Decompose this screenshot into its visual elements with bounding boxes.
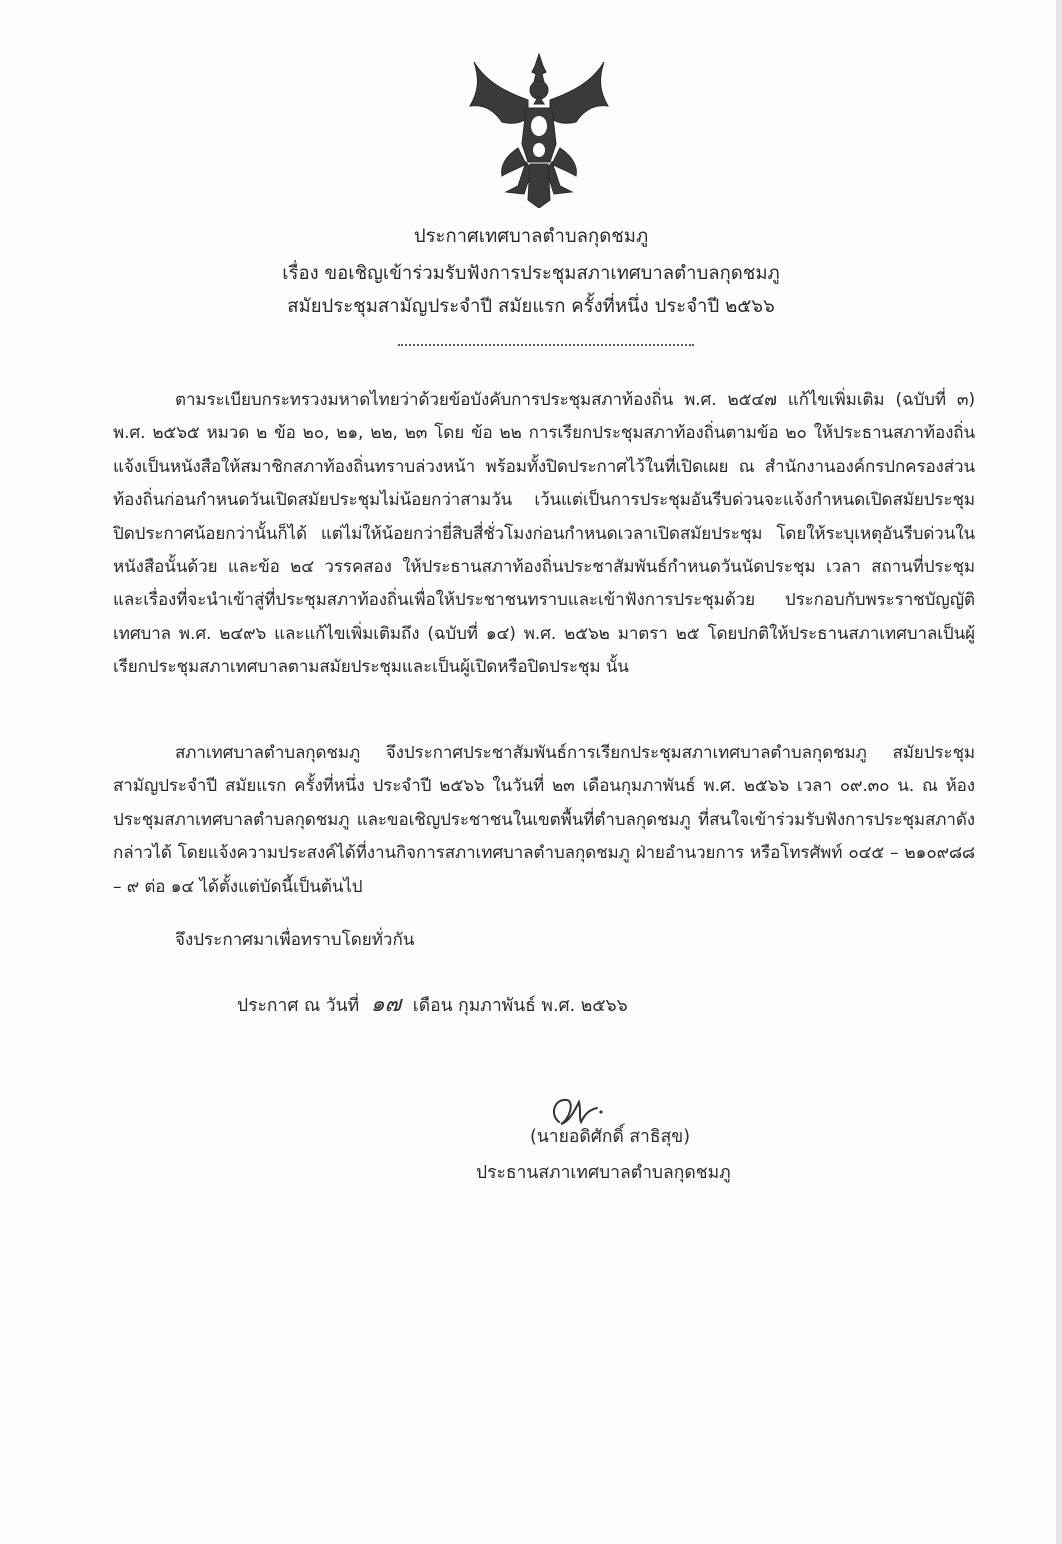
signer-name: (นายอดิศักดิ์ สาธิสุข)	[530, 1127, 691, 1147]
announcement-date	[237, 990, 628, 1021]
date-suffix: เดือน กุมภาพันธ์ พ.ศ. ๒๕๖๖	[412, 996, 628, 1016]
announcement-session: สมัยประชุมสามัญประจำปี สมัยแรก ครั้งที่หนึ่ง ประจำปี ๒๕๖๖	[287, 296, 775, 317]
announcement-subject: เรื่อง ขอเชิญเข้าร่วมรับฟังการประชุมสภาเทศบาลตำบลกุดชมภู	[282, 263, 780, 284]
body-paragraph-1: ตามระเบียบกระทรวงมหาดไทยว่าด้วยข้อบังคับการประชุมสภาท้องถิ่น พ.ศ. ๒๕๔๗ แก้ไขเพิ่มเติม (ฉบับที่ ๓) พ.ศ. ๒๕๖๕ หมวด ๒ ข้อ ๒๐, ๒๑, ๒๒, ๒๓ โดย ข้อ ๒๒ การเรียกประชุมสภาท้องถิ่นตามข้อ ๒๐ ให้ประธานสภาท้องถิ่นแจ้งเป็นหนังสือให้สมาชิกสภาท้องถิ่นทราบล่วงหน้า พร้อมทั้งปิดประกาศไว้ในที่เปิดเผย ณ สำนักงานองค์กรปกครองส่วนท้องถิ่นก่อนกำหนดวันเปิดสมัยประชุมไม่น้อยกว่าสามวัน เว้นแต่เป็นการประชุมอันรีบด่วนจะแจ้งกำหนดเปิดสมัยประชุมปิดประกาศน้อยกว่านั้นก็ได้ แต่ไม่ให้น้อยกว่ายี่สิบสี่ชั่วโมงก่อนกำหนดเวลาเปิดสมัยประชุม โดยให้ระบุเหตุอันรีบด่วนในหนังสือนั้นด้วย และข้อ ๒๔ วรรคสอง ให้ประธานสภาท้องถิ่นประชาสัมพันธ์กำหนดวันนัดประชุม เวลา สถานที่ประชุม และเรื่องที่จะนำเข้าสู่ที่ประชุมสภาท้องถิ่นเพื่อให้ประชาชนทราบและเข้าฟังการประชุมด้วย ประกอบกับพระราชบัญญัติเทศบาล พ.ศ. ๒๔๙๖ และแก้ไขเพิ่มเติมถึง (ฉบับที่ ๑๔) พ.ศ. ๒๕๖๒ มาตรา ๒๕ โดยปกติให้ประธานสภาเทศบาลเป็นผู้เรียกประชุมสภาเทศบาลตามสมัยประชุมและเป็นผู้เปิดหรือปิดประชุม นั้น	[113, 390, 975, 678]
signer-position: ประธานสภาเทศบาลตำบลกุดชมภู	[476, 1163, 731, 1183]
announcement-title: ประกาศเทศบาลตำบลกุดชมภู	[413, 226, 649, 247]
body-paragraph-2: สภาเทศบาลตำบลกุดชมภู จึงประกาศประชาสัมพันธ์การเรียกประชุมสภาเทศบาลตำบลกุดชมภู สมัยประชุมสามัญประจำปี สมัยแรก ครั้งที่หนึ่ง ประจำปี ๒๕๖๖ ในวันที่ ๒๓ เดือนกุมภาพันธ์ พ.ศ. ๒๕๖๖ เวลา ๐๙.๓๐ น. ณ ห้องประชุมสภาเทศบาลตำบลกุดชมภู และขอเชิญประชาชนในเขตพื้นที่ตำบลกุดชมภู ที่สนใจเข้าร่วมรับฟังการประชุมสภาดังกล่าวได้ โดยแจ้งความประสงค์ได้ที่งานกิจการสภาเทศบาลตำบลกุดชมภู ฝ่ายอำนวยการ หรือโทรศัพท์ ๐๔๕ – ๒๑๐๙๘๘ – ๙ ต่อ ๑๔ ได้ตั้งแต่บัดนี้เป็นต้นไป	[113, 743, 975, 897]
date-prefix: ประกาศ ณ วันที่	[237, 996, 360, 1016]
date-day: ๑๗	[370, 992, 402, 1017]
dotted-divider	[398, 324, 694, 346]
closing-line: จึงประกาศมาเพื่อทราบโดยทั่วกัน	[175, 930, 415, 950]
garuda-emblem-icon	[466, 52, 612, 208]
